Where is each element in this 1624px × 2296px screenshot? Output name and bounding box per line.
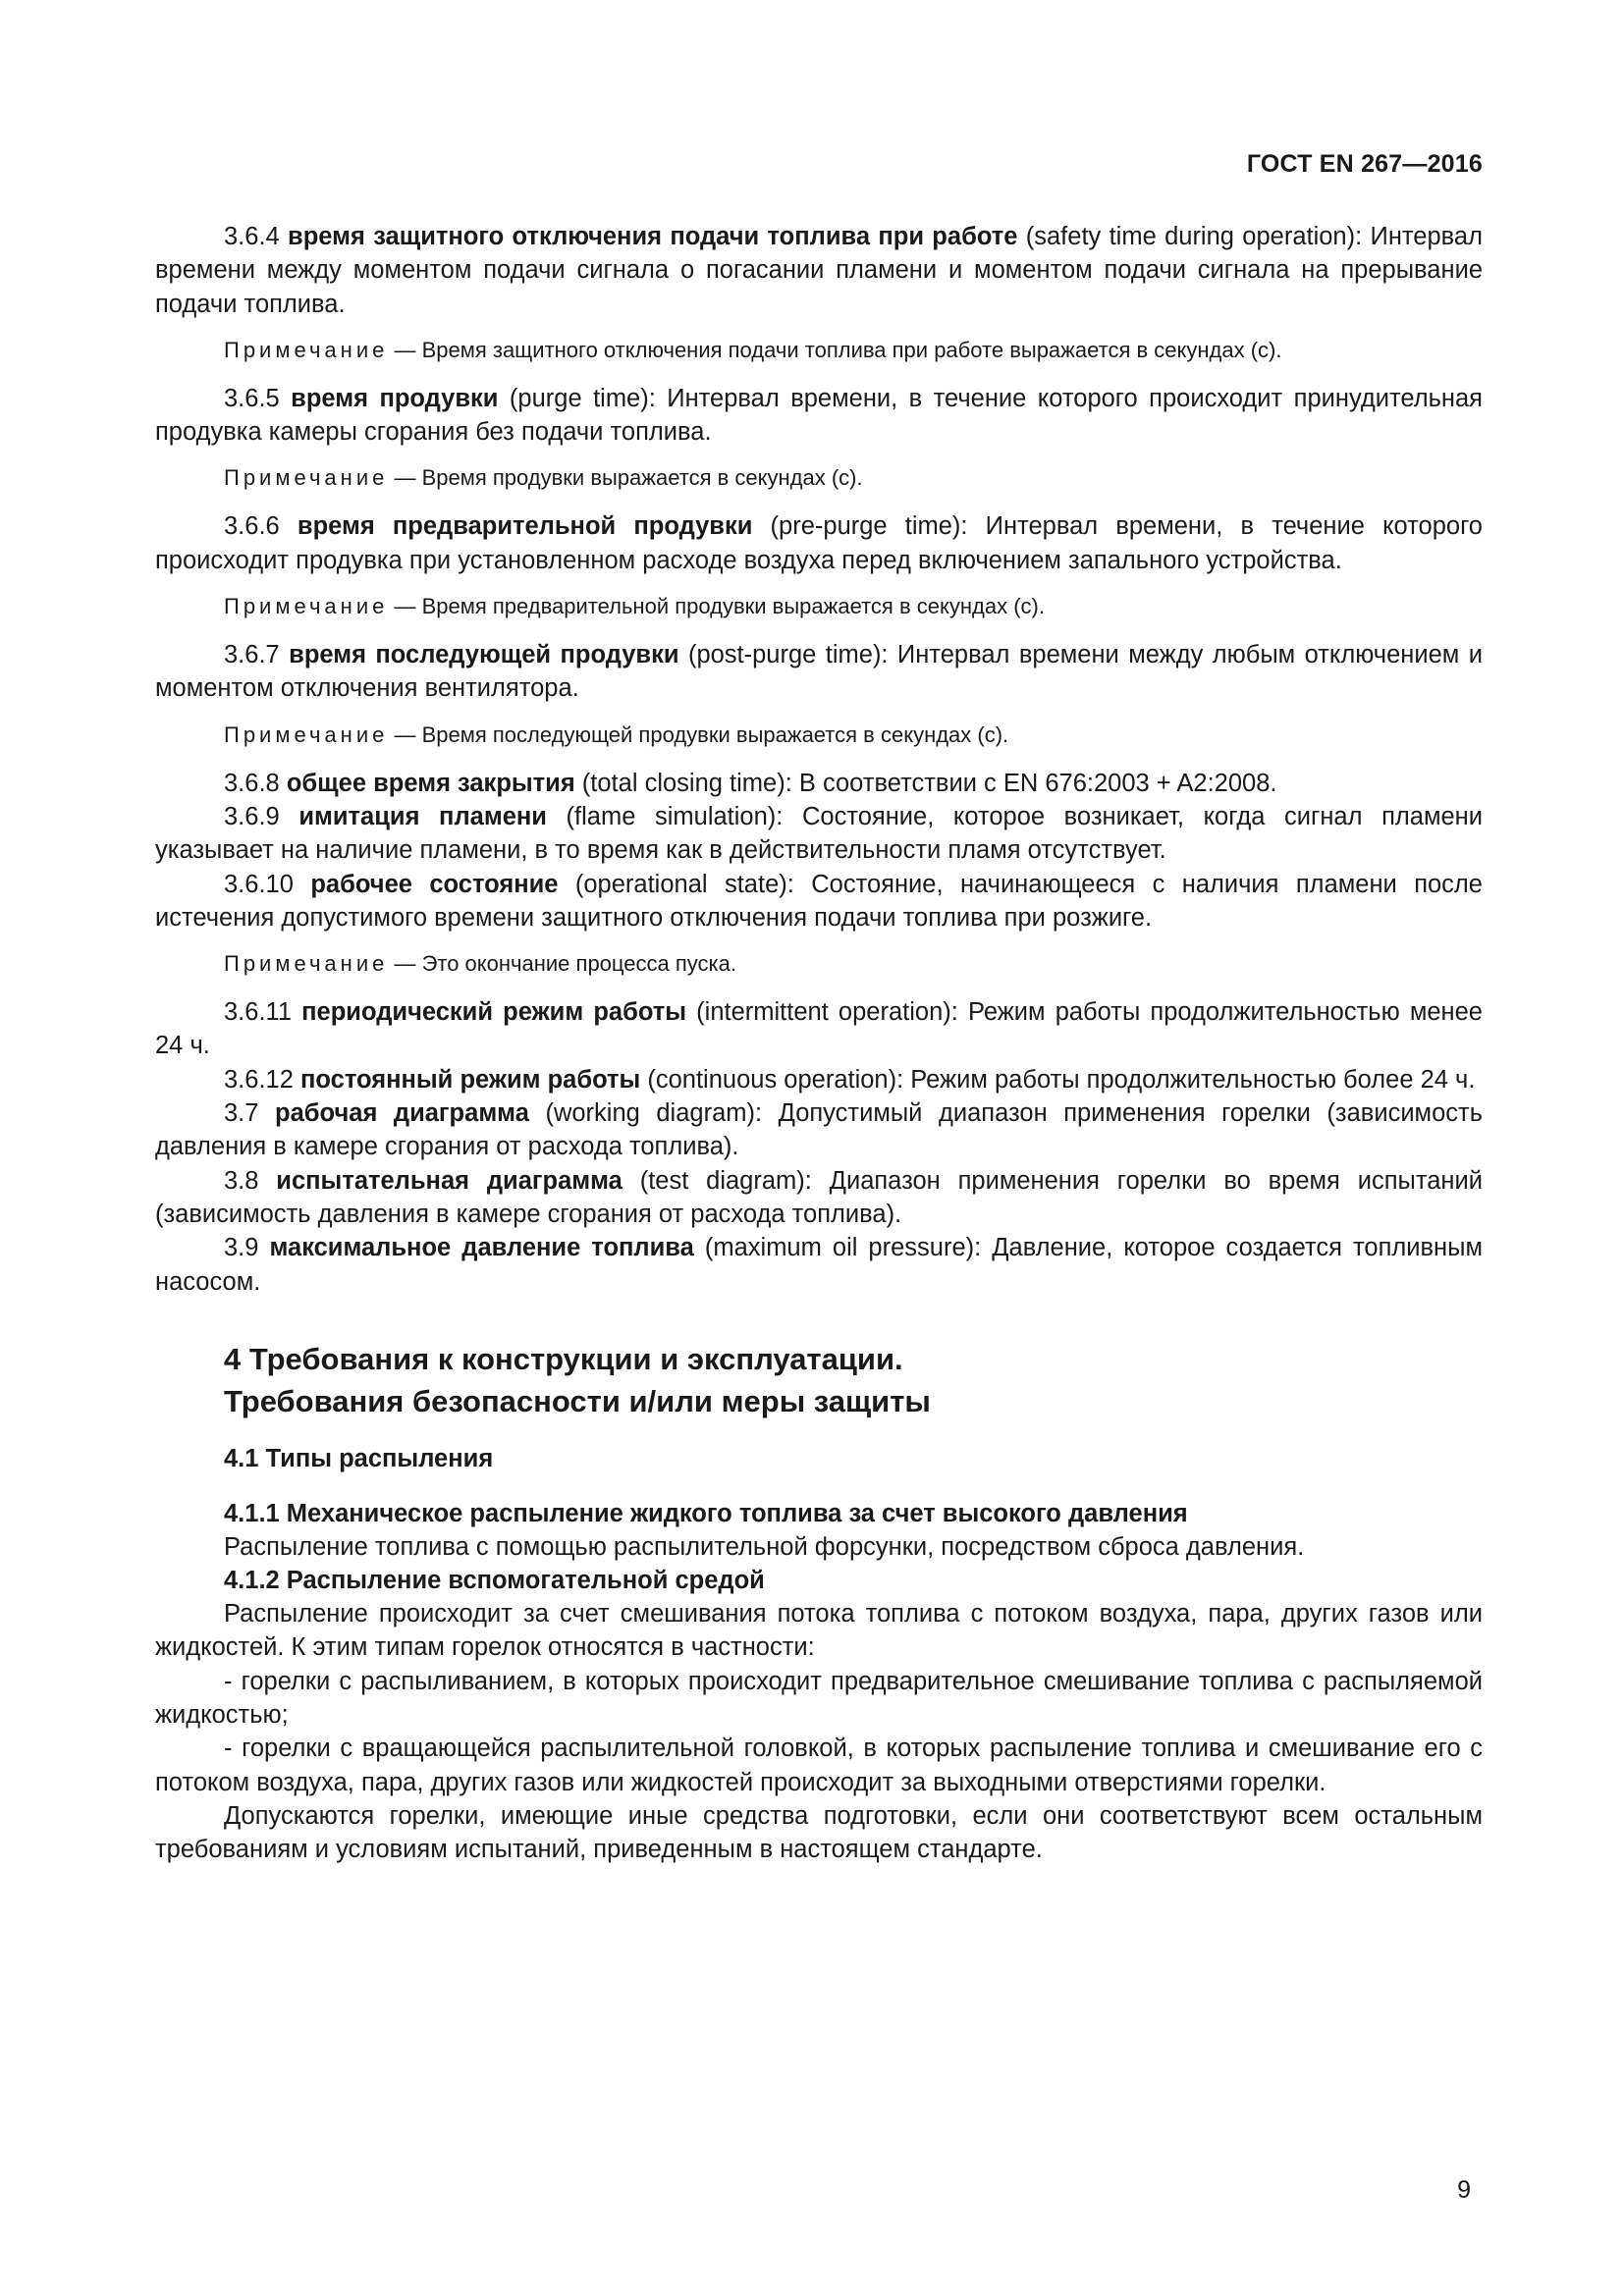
definition-text: (maximum oil pressure): Давление, которое создается топливным насосом. — [155, 1234, 1483, 1296]
note-text: — Время последующей продувки выражается в секундах (с). — [388, 721, 1009, 747]
definition-term: время защитного отключения подачи топлива при работе — [288, 223, 1018, 250]
definition-term: имитация пламени — [298, 802, 547, 830]
definition-3-6-10 — [155, 868, 1483, 935]
note-3-6-4 — [155, 336, 1483, 365]
definition-3-6-4 — [155, 220, 1483, 321]
definition-number: 3.8 — [224, 1166, 259, 1195]
definition-3-8 — [155, 1164, 1483, 1232]
definition-term: периодический режим работы — [301, 998, 687, 1027]
definition-number: 3.6.8 — [224, 769, 280, 797]
section-4-1-heading: 4.1 Типы распыления — [224, 1444, 494, 1472]
definition-text: (test diagram): Диапазон применения горелки во время испытаний (зависимость давления в камере сгорания от расхода топлива). — [155, 1166, 1483, 1228]
section-4-1-2-paragraph: - горелки с распыливанием, в которых происходит предварительное смешивание топлива с распыляемой жидкостью; — [155, 1667, 1483, 1730]
definition-term: максимальное давление топлива — [269, 1234, 694, 1262]
definition-3-9 — [155, 1231, 1483, 1299]
definition-text: (pre-purge time): Интервал времени, в течение которого происходит продувка при установленном расходе воздуха перед включением запального устройства. — [155, 512, 1483, 574]
note-label: Примечание — [224, 721, 389, 747]
document-code-header: ГОСТ EN 267—2016 — [1246, 150, 1483, 178]
definition-term: испытательная диаграмма — [276, 1166, 623, 1195]
note-3-6-7 — [155, 721, 1483, 750]
definition-number: 3.6.4 — [224, 223, 280, 250]
note-3-6-5 — [155, 463, 1483, 493]
definition-3-6-11 — [155, 995, 1483, 1063]
definition-3-6-9 — [155, 800, 1483, 868]
definition-text: (intermittent operation): Режим работы продолжительностью менее 24 ч. — [155, 998, 1483, 1060]
definition-number: 3.6.12 — [224, 1065, 294, 1094]
definition-text: (operational state): Состояние, начинающееся с наличия пламени после истечения допустимого времени защитного отключения подачи топлива при розжиге. — [155, 870, 1483, 932]
definition-text: (total closing time): В соответствии с EN 676:2003 + A2:2008. — [574, 769, 1277, 797]
definition-number: 3.6.10 — [224, 870, 294, 898]
page-number: 9 — [1457, 2176, 1471, 2204]
definition-number: 3.6.6 — [224, 512, 280, 541]
definition-3-6-12 — [155, 1063, 1483, 1096]
definition-3-7 — [155, 1096, 1483, 1164]
note-text: — Время продувки выражается в секундах (с). — [388, 465, 863, 491]
definition-number: 3.6.11 — [224, 998, 293, 1027]
definition-term: рабочее состояние — [310, 870, 559, 898]
note-text: — Время защитного отключения подачи топлива при работе выражается в секундах (с). — [388, 337, 1282, 362]
section-4-1-2-paragraph: Допускаются горелки, имеющие иные средства подготовки, если они соответствуют всем остальным требованиям и условиям испытаний, приведенным в настоящем стандарте. — [155, 1801, 1483, 1864]
note-label: Примечание — [224, 594, 389, 619]
definition-term: постоянный режим работы — [300, 1065, 641, 1094]
section-4-1-2-paragraph: - горелки с вращающейся распылительной головкой, в которых распыление топлива и смешивание его с потоком воздуха, пара, других газов или жидкостей происходит за выходными отверстиями горелки. — [155, 1735, 1483, 1796]
note-label: Примечание — [224, 951, 389, 977]
definition-text: (safety time during operation): Интервал времени между моментом подачи сигнала о погасании пламени и моментом подачи сигнала на прерывание подачи топлива. — [155, 223, 1483, 318]
definition-3-6-5 — [155, 382, 1483, 450]
section-4-title-line-2: Требования безопасности и/или меры защиты — [224, 1383, 931, 1418]
definition-term: общее время закрытия — [286, 769, 575, 797]
definition-number: 3.9 — [224, 1234, 259, 1262]
section-4-heading — [224, 1338, 1483, 1422]
definition-text: (post-purge time): Интервал времени между любым отключением и моментом отключения вентилятора. — [155, 641, 1483, 703]
definition-3-6-6 — [155, 509, 1483, 577]
definition-text: (working diagram): Допустимый диапазон применения горелки (зависимость давления в камере сгорания от расхода топлива). — [155, 1099, 1483, 1161]
section-4-1-1-heading: 4.1.1 Механическое распыление жидкого топлива за счет высокого давления — [224, 1499, 1188, 1527]
note-label: Примечание — [224, 465, 389, 491]
definition-number: 3.6.9 — [224, 802, 280, 830]
page-content — [155, 220, 1483, 1867]
definition-3-6-8 — [155, 767, 1483, 800]
note-3-6-6 — [155, 592, 1483, 621]
note-label: Примечание — [224, 337, 389, 362]
section-4-1-1-text: Распыление топлива с помощью распылительной форсунки, посредством сброса давления. — [224, 1532, 1305, 1561]
note-3-6-10 — [155, 949, 1483, 979]
definition-3-6-7 — [155, 638, 1483, 706]
definition-number: 3.6.5 — [224, 384, 280, 412]
definition-number: 3.7 — [224, 1099, 259, 1128]
definition-term: время последующей продувки — [289, 641, 679, 669]
definition-number: 3.6.7 — [224, 641, 280, 669]
section-4-title-line-1: 4 Требования к конструкции и эксплуатации. — [224, 1341, 903, 1376]
section-4-1-2-heading: 4.1.2 Распыление вспомогательной средой — [224, 1567, 765, 1595]
note-text: — Время предварительной продувки выражается в секундах (с). — [388, 594, 1045, 619]
definition-term: рабочая диаграмма — [275, 1099, 529, 1128]
definition-text: (purge time): Интервал времени, в течение которого происходит принудительная продувка камеры сгорания без подачи топлива. — [155, 384, 1483, 447]
definition-text: (continuous operation): Режим работы продолжительностью более 24 ч. — [640, 1065, 1476, 1094]
section-4-1-2-paragraph: Распыление происходит за счет смешивания потока топлива с потоком воздуха, пара, других газов или жидкостей. К этим типам горелок относятся в частности: — [155, 1600, 1483, 1662]
definition-text: (flame simulation): Состояние, которое возникает, когда сигнал пламени указывает на наличие пламени, в то время как в действительности пламя отсутствует. — [155, 802, 1483, 865]
note-text: — Это окончание процесса пуска. — [388, 951, 736, 977]
definition-term: время предварительной продувки — [297, 512, 753, 541]
definition-term: время продувки — [291, 384, 499, 412]
